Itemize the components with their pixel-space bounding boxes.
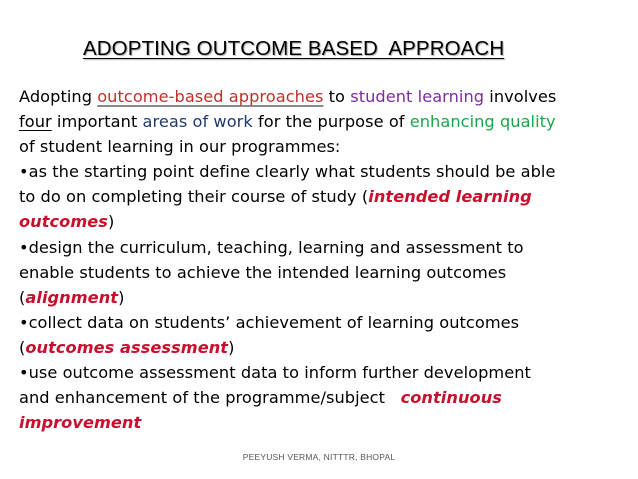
intro-text: to — [323, 87, 351, 106]
slide-title: ADOPTING OUTCOME BASED APPROACH — [83, 37, 505, 60]
emphasis-continuous: continuous — [400, 388, 502, 408]
slide-body — [19, 84, 631, 435]
highlight-areas-of-work: areas of work — [142, 112, 253, 132]
bullet-text: ) — [228, 337, 235, 357]
bullet-text: to do on completing their course of study ( — [19, 187, 369, 207]
bullet-text: ( — [19, 337, 26, 357]
emphasis-outcomes: outcomes — [19, 212, 108, 232]
emphasis-improvement: improvement — [19, 413, 142, 433]
bullet-4-line-2 — [19, 385, 631, 410]
bullet-3-line-2 — [19, 335, 631, 360]
bullet-4-line-3 — [19, 410, 631, 435]
intro-line-3: of student learning in our programmes: — [19, 137, 341, 157]
emphasis-outcomes-assessment: outcomes assessment — [25, 337, 229, 357]
bullet-3-line-1: •collect data on students’ achievement of learning outcomes — [19, 312, 520, 332]
bullet-2-line-1: •design the curriculum, teaching, learning and assessment to — [19, 237, 524, 257]
bullet-text: ) — [118, 287, 125, 307]
highlight-enhancing-quality: enhancing quality — [409, 112, 556, 132]
bullet-2-line-2: enable students to achieve the intended learning outcomes — [19, 262, 507, 282]
bullet-1-line-2 — [19, 184, 631, 209]
intro-text: Adopting — [19, 87, 98, 106]
intro-line-2 — [19, 109, 631, 134]
emphasis-intended-learning: intended learning — [368, 187, 532, 207]
bullet-1-line-1: •as the starting point define clearly what students should be able — [19, 162, 556, 182]
bullet-text: ( — [19, 287, 26, 307]
bullet-4-line-1: •use outcome assessment data to inform further development — [19, 363, 531, 383]
bullet-2-line-3 — [19, 285, 631, 310]
footer-text: PEEYUSH VERMA, NITTTR, BHOPAL — [242, 452, 396, 462]
bullet-text: and enhancement of the programme/subject — [19, 388, 401, 408]
intro-text: for the purpose of — [252, 112, 410, 132]
highlight-four: four — [19, 112, 52, 132]
intro-text: important — [51, 112, 143, 132]
intro-line-1 — [19, 84, 631, 109]
bullet-text: ) — [107, 212, 115, 232]
highlight-outcome-based-approaches: outcome-based approaches — [97, 87, 324, 106]
highlight-student-learning: student learning — [350, 87, 485, 106]
intro-text: involves — [484, 87, 557, 106]
bullet-1-line-3 — [19, 209, 631, 234]
emphasis-alignment: alignment — [25, 287, 119, 307]
footer-credit — [0, 452, 638, 462]
